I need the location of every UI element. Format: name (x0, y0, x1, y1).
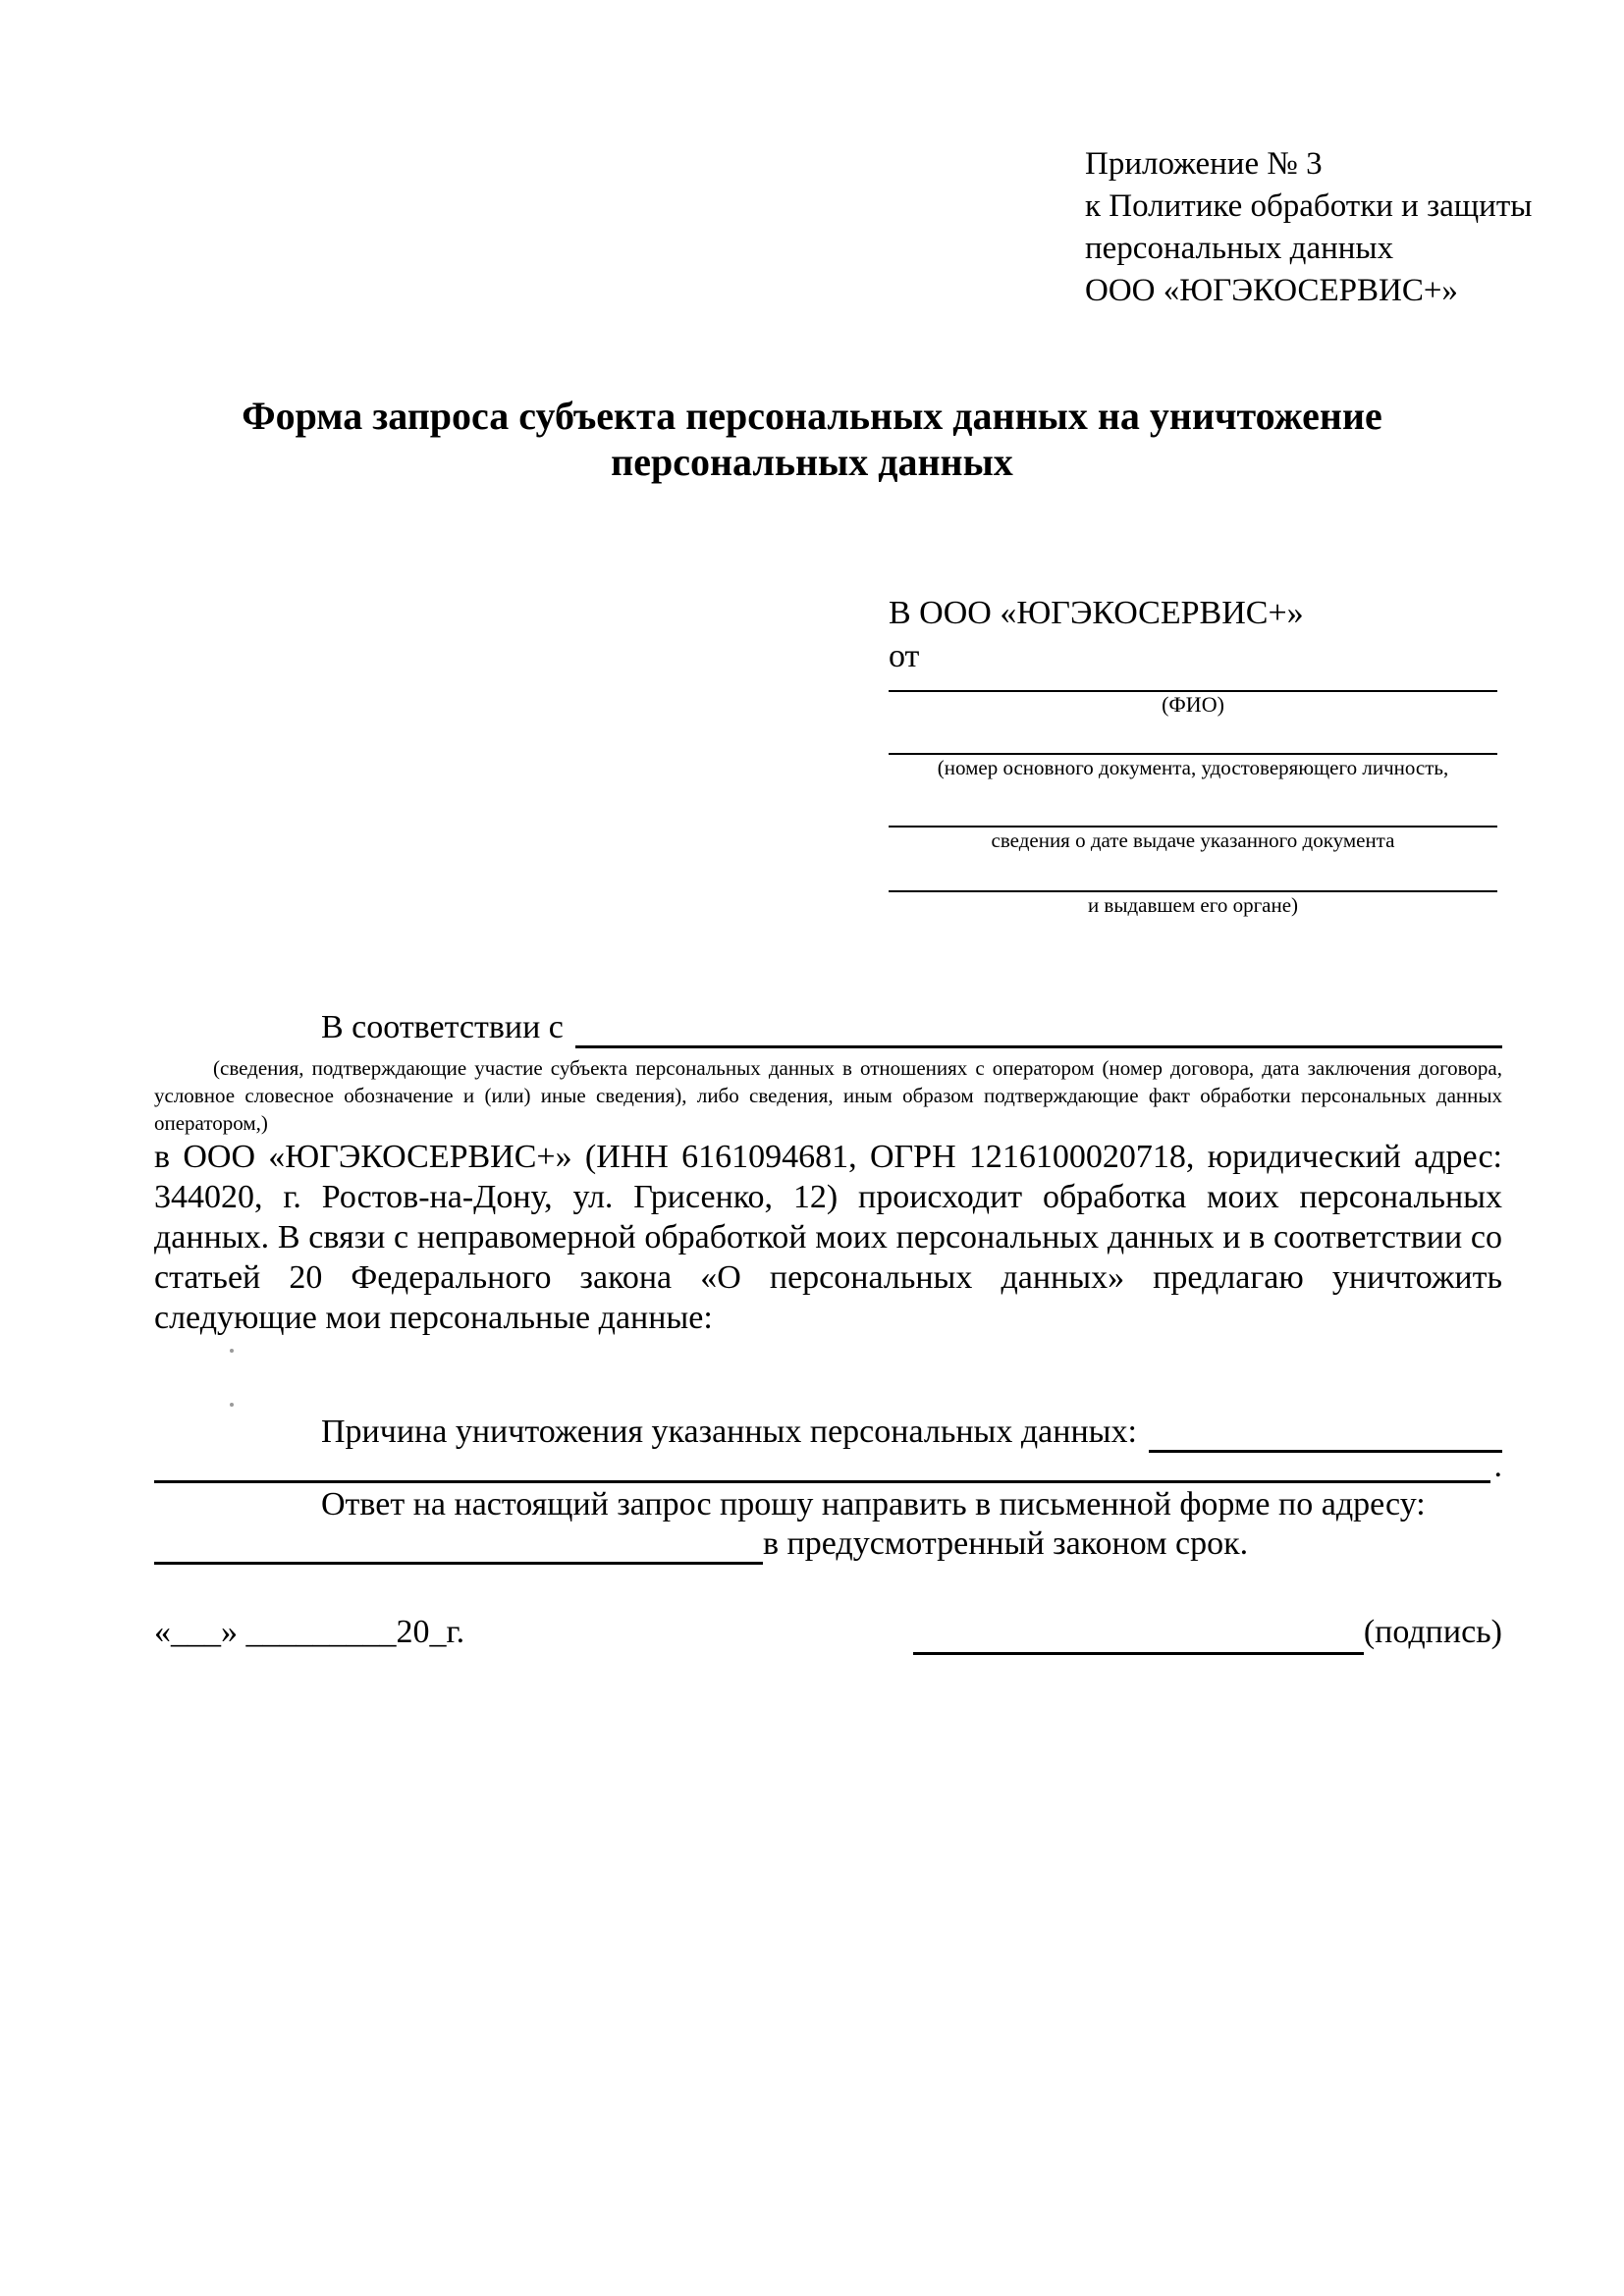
reason-prefix: Причина уничтожения указанных персональных данных: (321, 1414, 1137, 1450)
date-signature-row (154, 1610, 1502, 1655)
signature-group (913, 1610, 1502, 1655)
signature-blank-line (913, 1610, 1364, 1655)
addressee-from-label: от (889, 638, 920, 674)
fio-blank-line (889, 678, 1497, 692)
document-number-caption: (номер основного документа, удостоверяющего личность, (937, 756, 1449, 779)
date-blank: «___» _________20_г. (154, 1614, 465, 1650)
accordance-blank-line (575, 1007, 1502, 1048)
issue-date-blank-line (889, 780, 1497, 828)
signature-caption: (подпись) (1363, 1614, 1502, 1650)
answer-continuation-row (154, 1523, 1502, 1565)
accordance-note: (сведения, подтверждающие участие субъекта персональных данных в отношениях с оператором (номер договора, дата заключения договора, условное словесное обозначение и (или) иные сведения), либо сведения, иным образом подтверждающие факт обработки персональных данных оператором,) (154, 1056, 1502, 1135)
answer-request-text: Ответ на настоящий запрос прошу направить в письменной форме по адресу: (321, 1486, 1426, 1522)
answer-suffix: в предусмотренный законом срок. (763, 1525, 1249, 1562)
list-bullet-dot (230, 1349, 234, 1353)
appendix-policy-line2: персональных данных (1085, 231, 1394, 266)
issue-date-caption: сведения о дате выдаче указанного документа (991, 828, 1395, 852)
reason-blank-line (1149, 1412, 1502, 1453)
accordance-row (154, 1007, 1502, 1048)
addressee-block (889, 592, 1497, 918)
main-paragraph: в ООО «ЮГЭКОСЕРВИС+» (ИНН 6161094681, ОГРН 1216100020718, юридический адрес: 344020, г. Ростов-на-Дону, ул. Грисенко, 12) происходит обработка моих персональных данных. В связи с неправомерной обработкой моих персональных данных и в соответствии со статьей 20 Федерального закона «О персональных данных» предлагаю уничтожить следующие мои персональные данные: (154, 1139, 1502, 1336)
fio-caption: (ФИО) (1162, 692, 1224, 717)
address-blank-line (154, 1523, 763, 1565)
reason-continuation-row (154, 1448, 1502, 1484)
document-title: Форма запроса субъекта персональных данных на уничтожение персональных данных (242, 394, 1382, 484)
appendix-policy-line: к Политике обработки и защиты (1085, 188, 1533, 224)
appendix-company: ООО «ЮГЭКОСЕРВИС+» (1085, 273, 1458, 308)
appendix-header (1085, 143, 1556, 312)
reason-continuation-blank-line (154, 1453, 1490, 1483)
accordance-prefix: В соответствии с (321, 1009, 564, 1045)
answer-request-row (154, 1484, 1502, 1525)
appendix-number: Приложение № 3 (1085, 146, 1323, 182)
reason-line-period: . (1493, 1448, 1502, 1484)
document-number-blank-line (889, 718, 1497, 755)
issuing-authority-blank-line (889, 853, 1497, 892)
issuing-authority-caption: и выдавшем его органе) (1087, 893, 1299, 917)
addressee-organization: В ООО «ЮГЭКОСЕРВИС+» (889, 595, 1304, 631)
reason-row (154, 1412, 1502, 1453)
list-bullet-dot (230, 1403, 234, 1407)
